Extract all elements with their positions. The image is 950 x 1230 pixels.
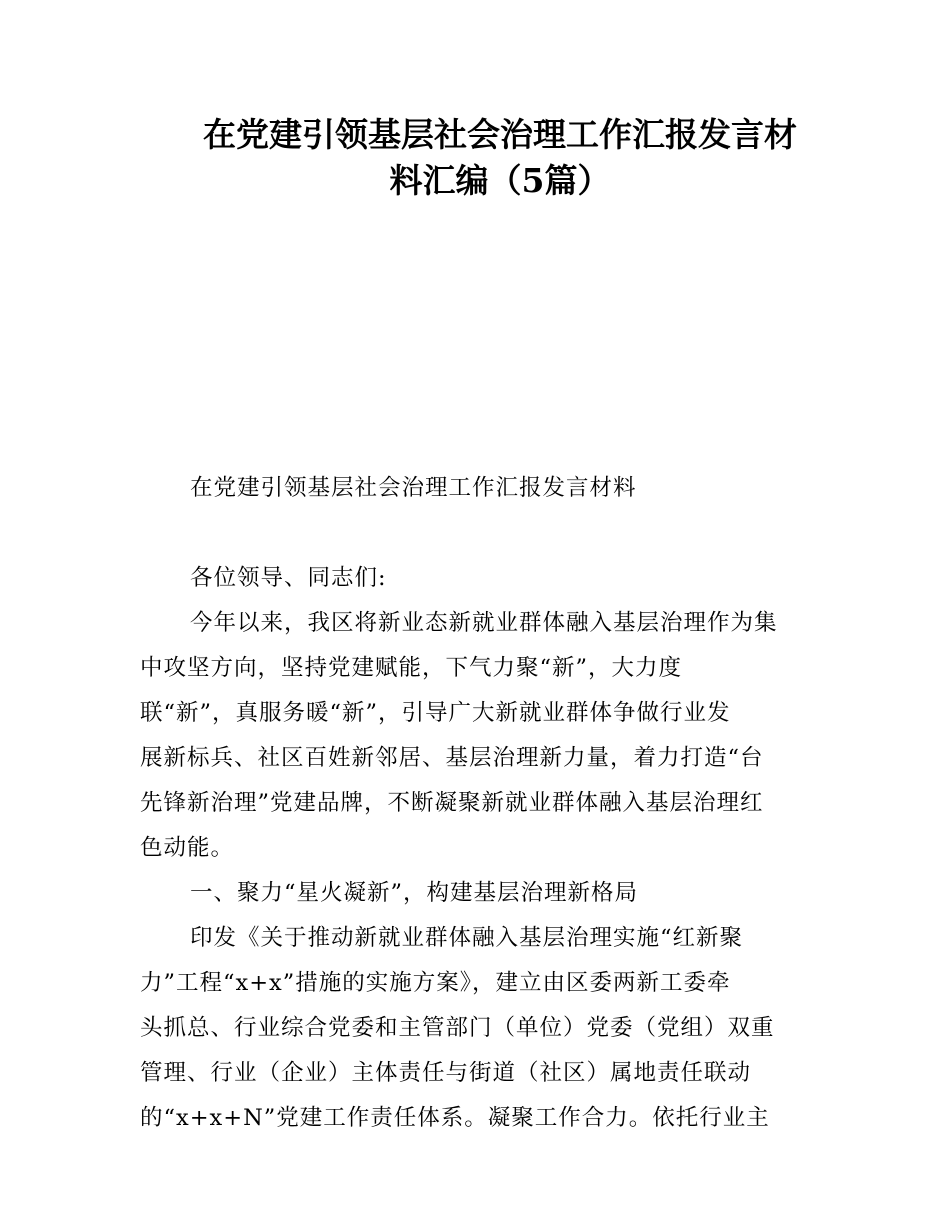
title-line-2: 料汇编（5篇） <box>389 161 611 200</box>
section-heading-1: 一、聚力“星火凝新”，构建基层治理新格局 <box>190 880 639 906</box>
document-title <box>150 112 850 204</box>
document-subtitle: 在党建引领基层社会治理工作汇报发言材料 <box>190 475 637 501</box>
paragraph-1-line-1: 今年以来，我区将新业态新就业群体融入基层治理作为集 <box>190 610 778 636</box>
paragraph-2-line-1: 印发《关于推动新就业群体融入基层治理实施“红新聚 <box>190 925 744 951</box>
paragraph-1-line-6: 色动能。 <box>140 835 235 861</box>
paragraph-2-line-2: 力”工程“x+x”措施的实施方案》，建立由区委两新工委牵 <box>140 970 731 996</box>
paragraph-1-line-5: 先锋新治理”党建品牌，不断凝聚新就业群体融入基层治理红 <box>140 790 764 816</box>
salutation: 各位领导、同志们: <box>190 565 387 591</box>
title-line-1: 在党建引领基层社会治理工作汇报发言材 <box>203 115 797 154</box>
paragraph-1-line-2: 中攻坚方向，坚持党建赋能，下气力聚“新”，大力度 <box>140 655 683 681</box>
paragraph-1-line-4: 展新标兵、社区百姓新邻居、基层治理新力量，着力打造“台 <box>140 745 764 771</box>
paragraph-2-line-5: 的“x+x+N”党建工作责任体系。凝聚工作合力。依托行业主 <box>140 1105 770 1131</box>
paragraph-2-line-4: 管理、行业（企业）主体责任与街道（社区）属地责任联动 <box>140 1060 752 1086</box>
paragraph-2-line-3: 头抓总、行业综合党委和主管部门（单位）党委（党组）双重 <box>140 1015 775 1041</box>
paragraph-1-line-3: 联“新”，真服务暖“新”，引导广大新就业群体争做行业发 <box>140 700 731 726</box>
